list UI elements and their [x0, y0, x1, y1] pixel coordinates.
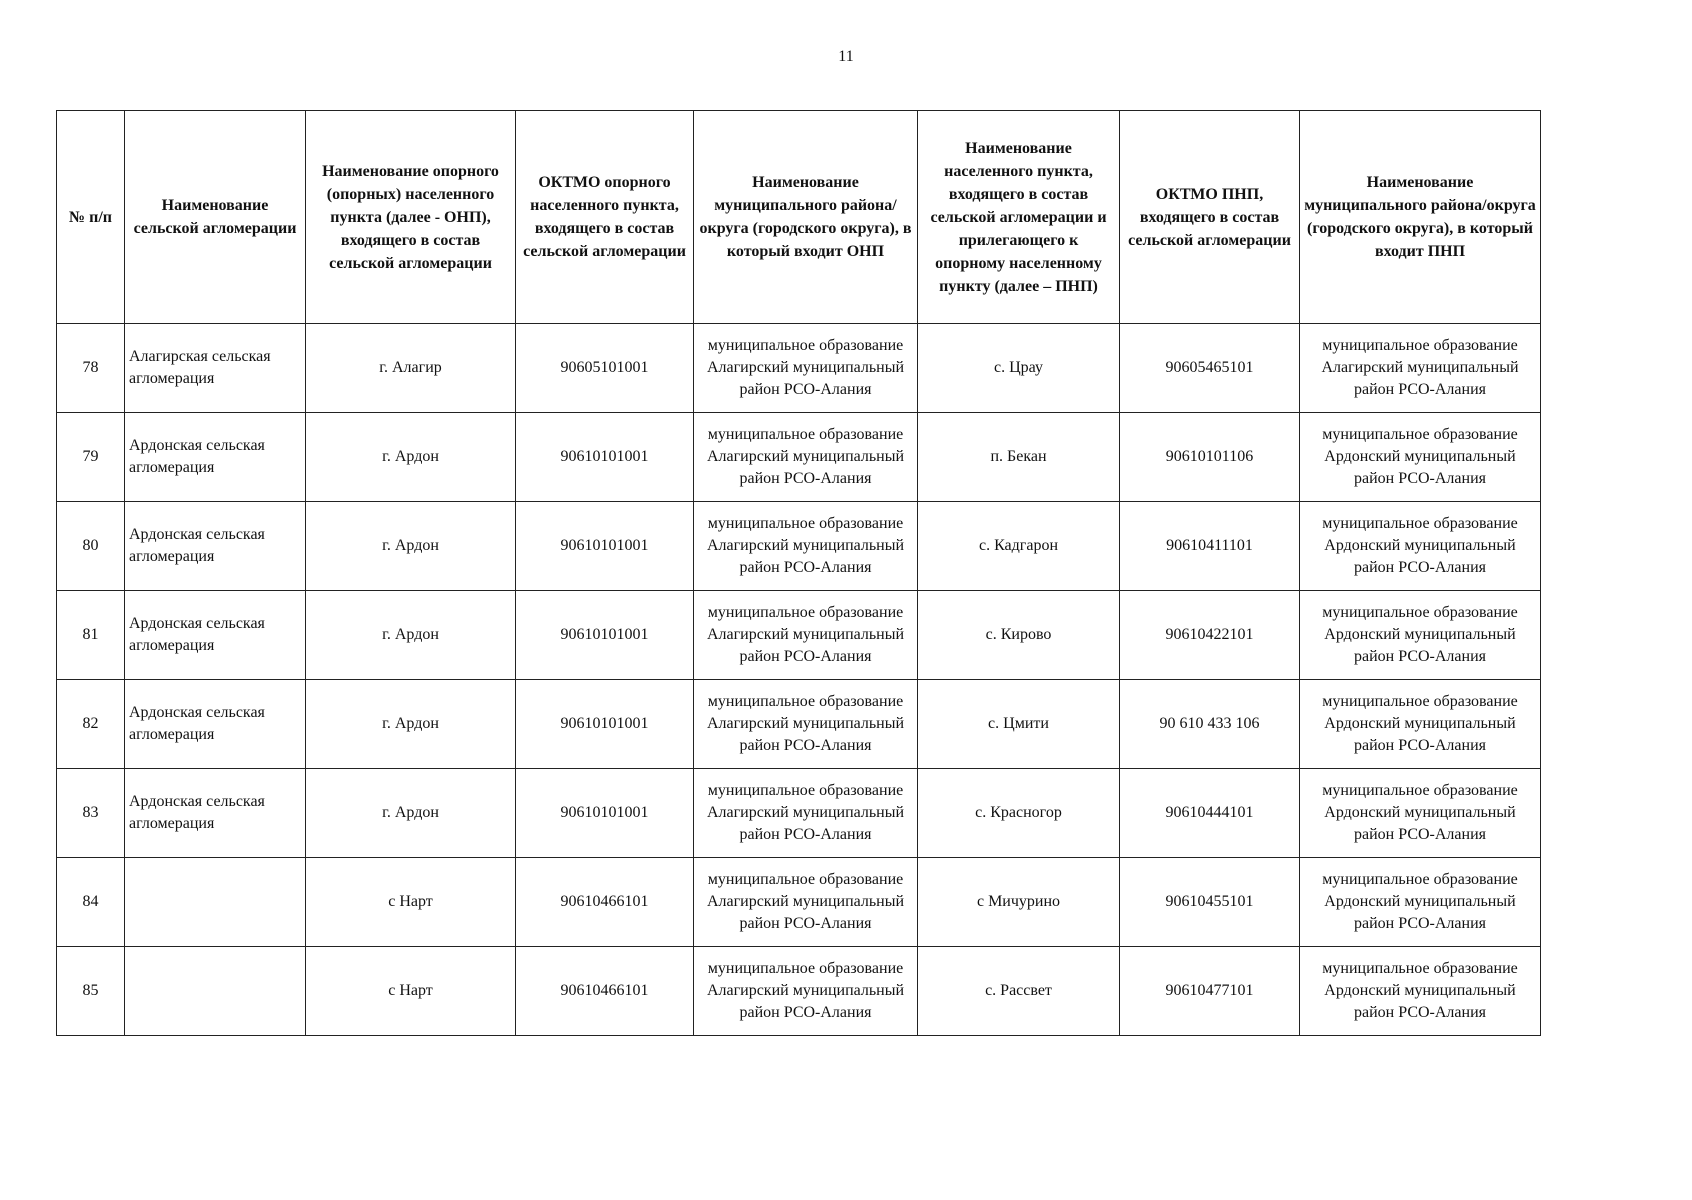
cell-number: 80: [57, 502, 125, 591]
table-row: [57, 413, 1541, 502]
cell-onp-district: муниципальное образование Алагирский муниципальный район РСО-Алания: [694, 413, 918, 502]
cell-number: 85: [57, 947, 125, 1036]
cell-onp-district: муниципальное образование Алагирский муниципальный район РСО-Алания: [694, 858, 918, 947]
cell-agglomeration-name: [125, 858, 306, 947]
cell-number: 84: [57, 858, 125, 947]
agglomeration-table: [56, 110, 1541, 1036]
cell-pnp-district: муниципальное образование Ардонский муниципальный район РСО-Алания: [1300, 591, 1541, 680]
header-pnp-oktmo: ОКТМО ПНП, входящего в состав сельской агломерации: [1120, 111, 1300, 324]
cell-onp-oktmo: 90610101001: [516, 502, 694, 591]
header-pnp-name: Наименование населенного пункта, входящего в состав сельской агломерации и прилегающего к опорному населенному пункту (далее – ПНП): [918, 111, 1120, 324]
cell-pnp-oktmo: 90610455101: [1120, 858, 1300, 947]
header-onp-district: Наименование муниципального района/округа (городского округа), в который входит ОНП: [694, 111, 918, 324]
cell-pnp-oktmo: 90605465101: [1120, 324, 1300, 413]
cell-onp-name: г. Ардон: [306, 591, 516, 680]
cell-pnp-name: с Мичурино: [918, 858, 1120, 947]
cell-number: 79: [57, 413, 125, 502]
table-header-row: [57, 111, 1541, 324]
cell-pnp-name: с. Кадгарон: [918, 502, 1120, 591]
cell-pnp-oktmo: 90610422101: [1120, 591, 1300, 680]
cell-onp-district: муниципальное образование Алагирский муниципальный район РСО-Алания: [694, 769, 918, 858]
cell-number: 82: [57, 680, 125, 769]
cell-onp-oktmo: 90610101001: [516, 680, 694, 769]
cell-onp-oktmo: 90605101001: [516, 324, 694, 413]
cell-onp-name: г. Ардон: [306, 502, 516, 591]
cell-pnp-oktmo: 90 610 433 106: [1120, 680, 1300, 769]
cell-onp-district: муниципальное образование Алагирский муниципальный район РСО-Алания: [694, 502, 918, 591]
cell-pnp-name: с. Рассвет: [918, 947, 1120, 1036]
cell-onp-name: с Нарт: [306, 947, 516, 1036]
cell-onp-name: г. Алагир: [306, 324, 516, 413]
cell-onp-name: г. Ардон: [306, 769, 516, 858]
header-number: № п/п: [57, 111, 125, 324]
cell-number: 81: [57, 591, 125, 680]
cell-pnp-district: муниципальное образование Ардонский муниципальный район РСО-Алания: [1300, 947, 1541, 1036]
cell-pnp-oktmo: 90610444101: [1120, 769, 1300, 858]
cell-pnp-district: муниципальное образование Ардонский муниципальный район РСО-Алания: [1300, 769, 1541, 858]
cell-onp-district: муниципальное образование Алагирский муниципальный район РСО-Алания: [694, 591, 918, 680]
table-row: [57, 858, 1541, 947]
header-agglomeration-name: Наименование сельской агломерации: [125, 111, 306, 324]
table-row: [57, 502, 1541, 591]
cell-agglomeration-name: Ардонская сельская агломерация: [125, 680, 306, 769]
cell-pnp-district: муниципальное образование Ардонский муниципальный район РСО-Алания: [1300, 680, 1541, 769]
cell-agglomeration-name: Ардонская сельская агломерация: [125, 769, 306, 858]
cell-onp-name: с Нарт: [306, 858, 516, 947]
cell-pnp-district: муниципальное образование Алагирский муниципальный район РСО-Алания: [1300, 324, 1541, 413]
cell-agglomeration-name: [125, 947, 306, 1036]
cell-pnp-name: с. Црау: [918, 324, 1120, 413]
table-row: [57, 947, 1541, 1036]
page-number: 11: [838, 48, 854, 65]
table-row: [57, 769, 1541, 858]
cell-number: 83: [57, 769, 125, 858]
cell-agglomeration-name: Ардонская сельская агломерация: [125, 502, 306, 591]
cell-onp-oktmo: 90610101001: [516, 591, 694, 680]
cell-pnp-district: муниципальное образование Ардонский муниципальный район РСО-Алания: [1300, 413, 1541, 502]
cell-onp-district: муниципальное образование Алагирский муниципальный район РСО-Алания: [694, 680, 918, 769]
cell-number: 78: [57, 324, 125, 413]
cell-agglomeration-name: Ардонская сельская агломерация: [125, 413, 306, 502]
cell-agglomeration-name: Ардонская сельская агломерация: [125, 591, 306, 680]
cell-onp-oktmo: 90610466101: [516, 947, 694, 1036]
cell-agglomeration-name: Алагирская сельская агломерация: [125, 324, 306, 413]
table-row: [57, 324, 1541, 413]
cell-pnp-name: п. Бекан: [918, 413, 1120, 502]
cell-pnp-oktmo: 90610477101: [1120, 947, 1300, 1036]
cell-pnp-district: муниципальное образование Ардонский муниципальный район РСО-Алания: [1300, 502, 1541, 591]
cell-onp-district: муниципальное образование Алагирский муниципальный район РСО-Алания: [694, 324, 918, 413]
cell-onp-name: г. Ардон: [306, 680, 516, 769]
cell-onp-oktmo: 90610101001: [516, 413, 694, 502]
cell-onp-oktmo: 90610466101: [516, 858, 694, 947]
table-row: [57, 591, 1541, 680]
header-pnp-district: Наименование муниципального района/округа (городского округа), в который входит ПНП: [1300, 111, 1541, 324]
table-row: [57, 680, 1541, 769]
cell-pnp-name: с. Кирово: [918, 591, 1120, 680]
cell-pnp-oktmo: 90610101106: [1120, 413, 1300, 502]
cell-onp-district: муниципальное образование Алагирский муниципальный район РСО-Алания: [694, 947, 918, 1036]
header-onp-name: Наименование опорного (опорных) населенного пункта (далее - ОНП), входящего в состав сельской агломерации: [306, 111, 516, 324]
header-onp-oktmo: ОКТМО опорного населенного пункта, входящего в состав сельской агломерации: [516, 111, 694, 324]
cell-onp-name: г. Ардон: [306, 413, 516, 502]
cell-pnp-name: с. Красногор: [918, 769, 1120, 858]
cell-pnp-name: с. Цмити: [918, 680, 1120, 769]
cell-onp-oktmo: 90610101001: [516, 769, 694, 858]
cell-pnp-district: муниципальное образование Ардонский муниципальный район РСО-Алания: [1300, 858, 1541, 947]
cell-pnp-oktmo: 90610411101: [1120, 502, 1300, 591]
